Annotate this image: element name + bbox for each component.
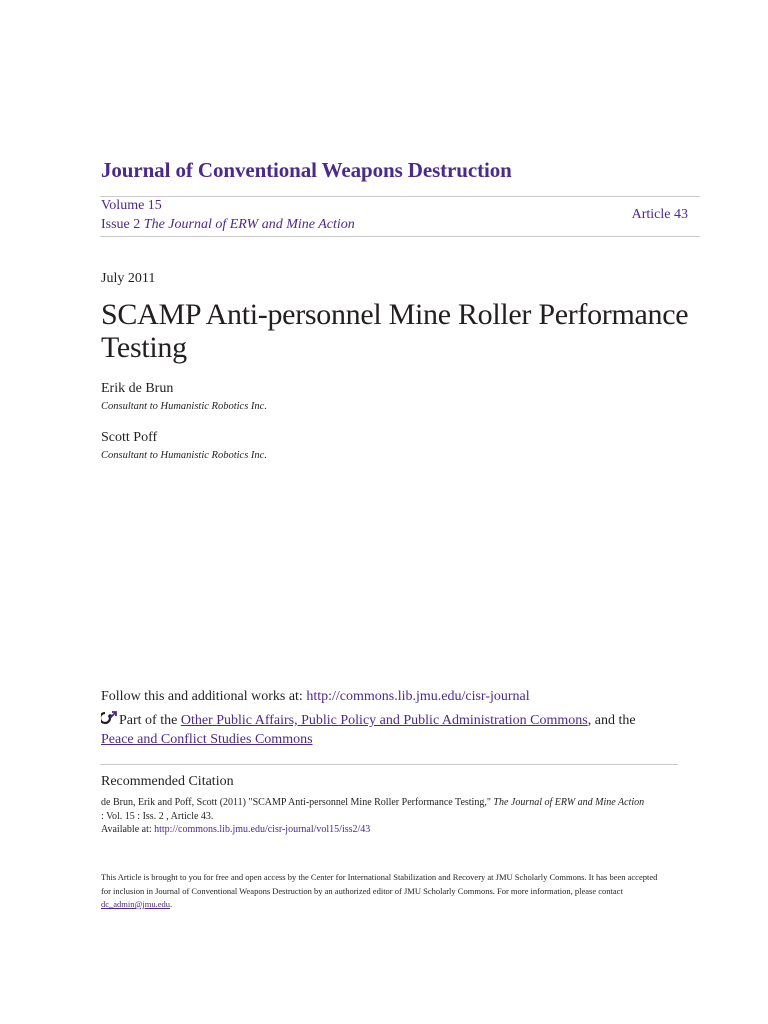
- citation-line-1: de Brun, Erik and Poff, Scott (2011) "SCAMP Anti-personnel Mine Roller Performance Testing,": [101, 797, 494, 808]
- author-affiliation-1: Consultant to Humanistic Robotics Inc.: [101, 401, 267, 412]
- divider-citation: [100, 764, 678, 765]
- article-number-link[interactable]: Article 43: [631, 207, 688, 222]
- divider-top: [100, 196, 700, 197]
- issue-name: The Journal of ERW and Mine Action: [143, 217, 355, 232]
- citation-heading: Recommended Citation: [101, 774, 234, 789]
- open-access-icon: [101, 711, 118, 726]
- commons-link-public-affairs[interactable]: Other Public Affairs, Public Policy and Public Administration Commons: [180, 713, 588, 728]
- contact-email-link[interactable]: dc_admin@jmu.edu: [101, 899, 170, 909]
- author-name-1: Erik de Brun: [101, 381, 174, 396]
- issue-number: Issue 2: [101, 217, 141, 232]
- issue-link[interactable]: [101, 217, 355, 233]
- follow-line: [101, 689, 530, 705]
- author-name-2: Scott Poff: [101, 430, 158, 445]
- part-of-text: Part of the: [119, 713, 181, 728]
- citation-available-label: Available at:: [101, 824, 155, 835]
- journal-title-link[interactable]: Journal of Conventional Weapons Destruction: [101, 158, 512, 182]
- citation-url-link[interactable]: http://commons.lib.jmu.edu/cisr-journal/vol15/iss2/43: [154, 824, 371, 835]
- and-the-text: , and the: [587, 713, 636, 728]
- article-title: SCAMP Anti-personnel Mine Roller Performance Testing: [101, 298, 689, 364]
- part-of-line-2: [101, 732, 313, 748]
- notice-end: .: [169, 899, 173, 909]
- volume-link[interactable]: Volume 15: [101, 198, 162, 213]
- access-notice: [101, 871, 661, 912]
- divider-header: [100, 236, 700, 237]
- publication-date: July 2011: [101, 271, 156, 286]
- citation-line-2: : Vol. 15 : Iss. 2 , Article 43.: [101, 810, 214, 822]
- citation-journal: The Journal of ERW and Mine Action: [493, 797, 645, 808]
- follow-text: Follow this and additional works at:: [101, 689, 307, 704]
- part-of-line: [101, 711, 636, 729]
- notice-text: This Article is brought to you for free and open access by the Center for International Stabilization and Recovery at JMU Scholarly Commons. It has been accepted for inclusion in Journal of Conventional Weapons Destruction by an authorized editor of JMU Scholarly Commons. For more information, please contact: [101, 872, 658, 896]
- citation-text: [101, 796, 701, 837]
- follow-url-link[interactable]: http://commons.lib.jmu.edu/cisr-journal: [306, 689, 530, 704]
- author-affiliation-2: Consultant to Humanistic Robotics Inc.: [101, 450, 267, 461]
- commons-link-peace-conflict[interactable]: Peace and Conflict Studies Commons: [101, 732, 313, 747]
